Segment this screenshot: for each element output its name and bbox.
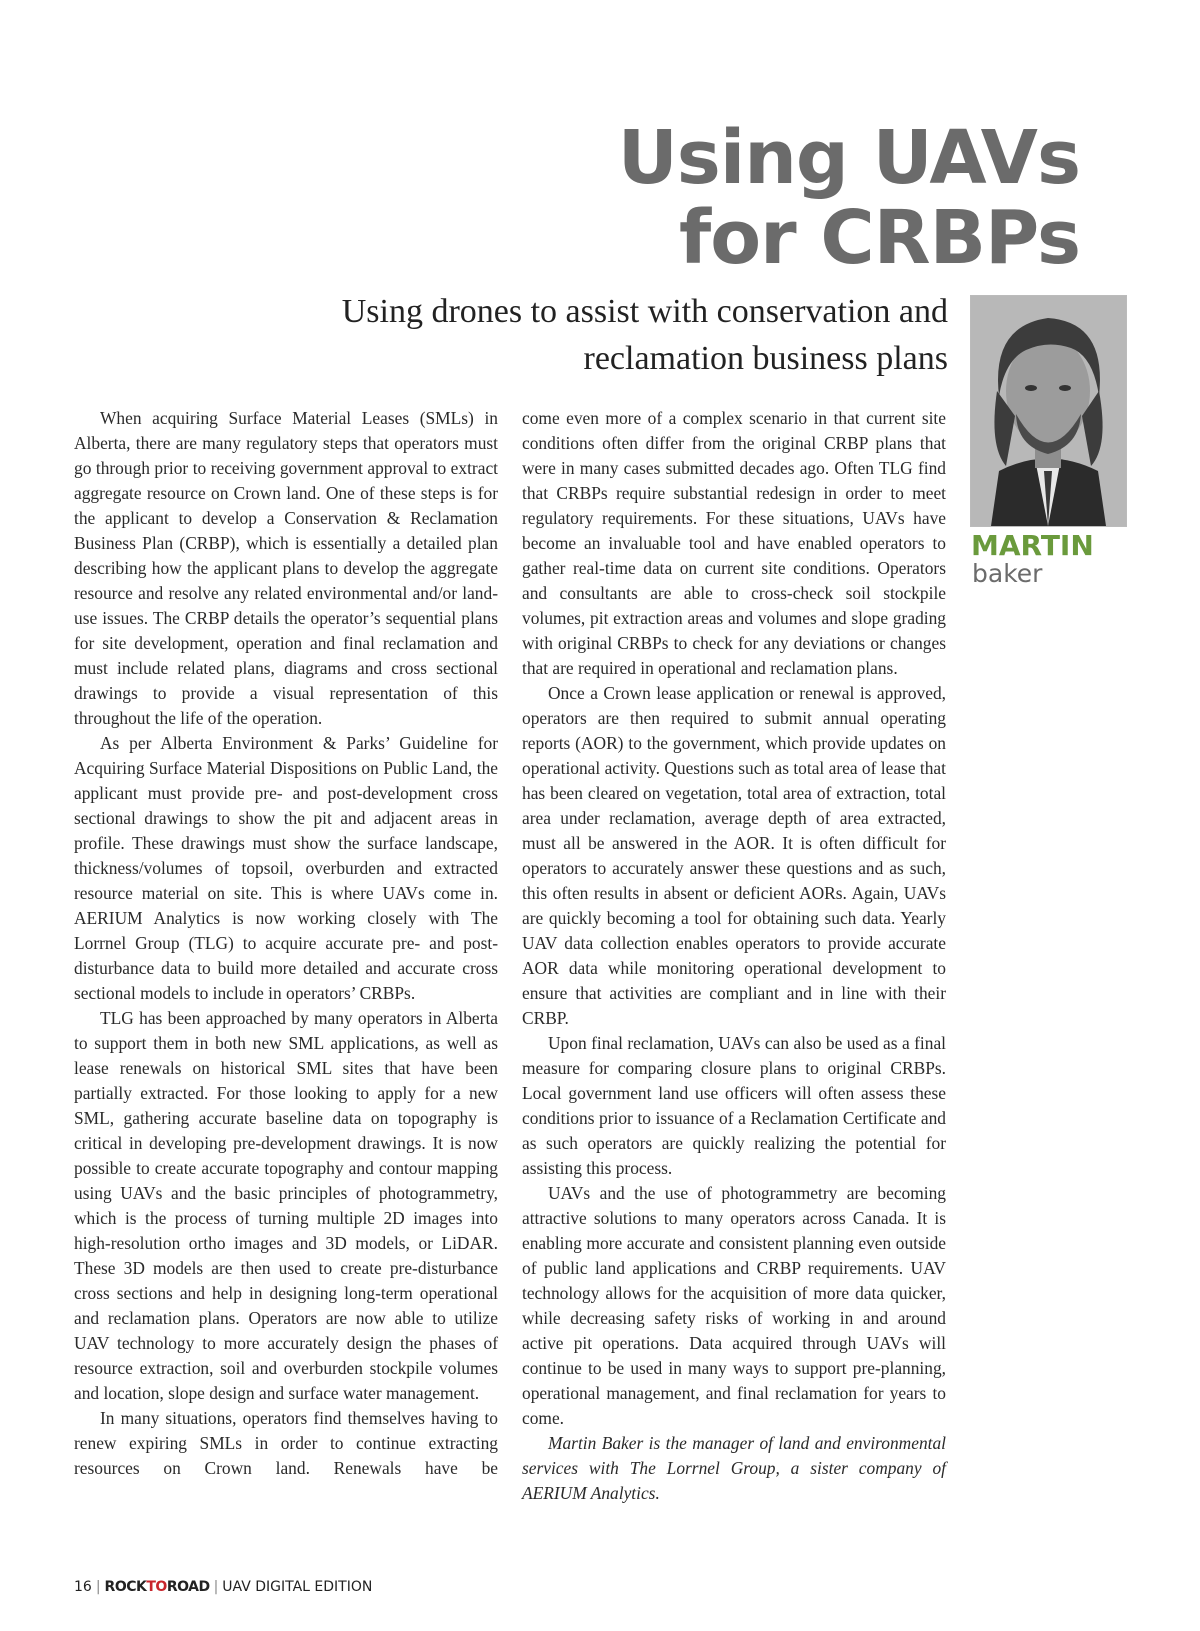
article-paragraph: Once a Crown lease application or renewal is approved, operators are then required to submit annual operating reports (AOR) to the government, which provide updates on operational activity. Questions such as total area of lease that has been cleared on vegetation, total area of extraction, total area under reclamation, average depth of area extracted, must all be answered in the AOR. It is often difficult for operators to accurately answer these questions and as such, this often results in absent or deficient AORs. Again, UAVs are quickly becoming a tool for obtaining such data. Yearly UAV data collection enables operators to provide accurate AOR data while monitoring operational development to ensure that activities are compliant and in line with their CRBP. bbox=[522, 683, 946, 1028]
author-last-name: baker bbox=[972, 559, 1043, 588]
footer-divider: | bbox=[95, 1579, 101, 1595]
article-paragraph: When acquiring Surface Material Leases (SMLs) in Alberta, there are many regulatory steps that operators must go through prior to receiving government approval to extract aggregate resource on Crown land. One of these steps is for the applicant to develop a Conservation & Reclamation Business Plan (CRBP), which is essentially a detailed plan describing how the applicant plans to develop the aggregate resource and resolve any related environmental and/or land-use issues. The CRBP details the operator’s sequential plans for site development, operation and final reclamation and must include related plans, diagrams and cross sectional drawings to provide a visual representation of this throughout the life of the operation. bbox=[74, 408, 498, 728]
author-first-name: MARTIN bbox=[971, 529, 1094, 562]
article-column-right bbox=[522, 406, 946, 1506]
author-bio: Martin Baker is the manager of land and environmental services with The Lorrnel Group, a sister company of AERIUM Analytics. bbox=[522, 1433, 946, 1503]
subheadline-line-1: Using drones to assist with conservation and bbox=[341, 293, 948, 330]
article-paragraph: In many situations, operators find themselves having to renew expiring SMLs in order to continue extracting resources on Crown land. Renewals have be bbox=[74, 1408, 498, 1478]
article-paragraph: UAVs and the use of photogrammetry are becoming attractive solutions to many operators across Canada. It is enabling more accurate and consistent planning even outside of public land applications and CRBP requirements. UAV technology allows for the acquisition of more data quicker, while decreasing safety risks of working in and around active pit operations. Data acquired through UAVs will continue to be used in many ways to support pre-planning, operational management, and final reclamation for years to come. bbox=[522, 1183, 946, 1428]
page-number: 16 bbox=[74, 1579, 92, 1595]
headline-line-2: for CRBPs bbox=[679, 195, 1080, 281]
author-portrait-icon bbox=[971, 296, 1126, 526]
edition-label: UAV DIGITAL EDITION bbox=[222, 1579, 373, 1595]
headline bbox=[617, 115, 1080, 281]
publication-logo: ROCKTOROAD bbox=[104, 1579, 210, 1595]
subheadline bbox=[228, 288, 948, 382]
article-paragraph: TLG has been approached by many operators in Alberta to support them in both new SML applications, as well as lease renewals on historical SML sites that have been partially extracted. For those looking to apply for a new SML, gathering accurate baseline data on topography is critical in developing pre-development drawings. It is now possible to create accurate topography and contour mapping using UAVs and the basic principles of photogrammetry, which is the process of turning multiple 2D images into high-resolution ortho images and 3D models, or LiDAR. These 3D models are then used to create pre-disturbance cross sections and help in designing long-term operational and reclamation plans. Operators are now able to utilize UAV technology to more accurately design the phases of resource extraction, soil and overburden stockpile volumes and location, slope design and surface water management. bbox=[74, 1008, 498, 1403]
article-paragraph: As per Alberta Environment & Parks’ Guideline for Acquiring Surface Material Dispositions on Public Land, the applicant must provide pre- and post-development cross sectional drawings to show the pit and adjacent areas in profile. These drawings must show the surface landscape, thickness/volumes of topsoil, overburden and extracted resource material on site. This is where UAVs come in. AERIUM Analytics is now working closely with The Lorrnel Group (TLG) to acquire accurate pre- and post-disturbance data to build more detailed and accurate cross sectional models to include in operators’ CRBPs. bbox=[74, 733, 498, 1003]
headline-line-1: Using UAVs bbox=[617, 115, 1080, 201]
page-footer bbox=[74, 1578, 372, 1596]
subheadline-line-2: reclamation business plans bbox=[583, 340, 948, 377]
article-paragraph: Upon final reclamation, UAVs can also be used as a final measure for comparing closure plans to original CRBPs. Local government land use officers will often assess these conditions prior to issuance of a Reclamation Certificate and as such operators are quickly realizing the potential for assisting this process. bbox=[522, 1033, 946, 1178]
footer-divider: | bbox=[213, 1579, 219, 1595]
article-column-left bbox=[74, 406, 498, 1481]
article-paragraph-continued: come even more of a complex scenario in that current site conditions often differ from the original CRBP plans that were in many cases submitted decades ago. Often TLG find that CRBPs require substantial redesign in order to meet regulatory requirements. For these situations, UAVs have become an invaluable tool and have enabled operators to gather real-time data on current site conditions. Operators and consultants are able to cross-check soil stockpile volumes, pit extraction areas and volumes and slope grading with original CRBPs to check for any deviations or changes that are required in operational and reclamation plans. bbox=[522, 408, 946, 678]
author-photo bbox=[970, 295, 1127, 527]
